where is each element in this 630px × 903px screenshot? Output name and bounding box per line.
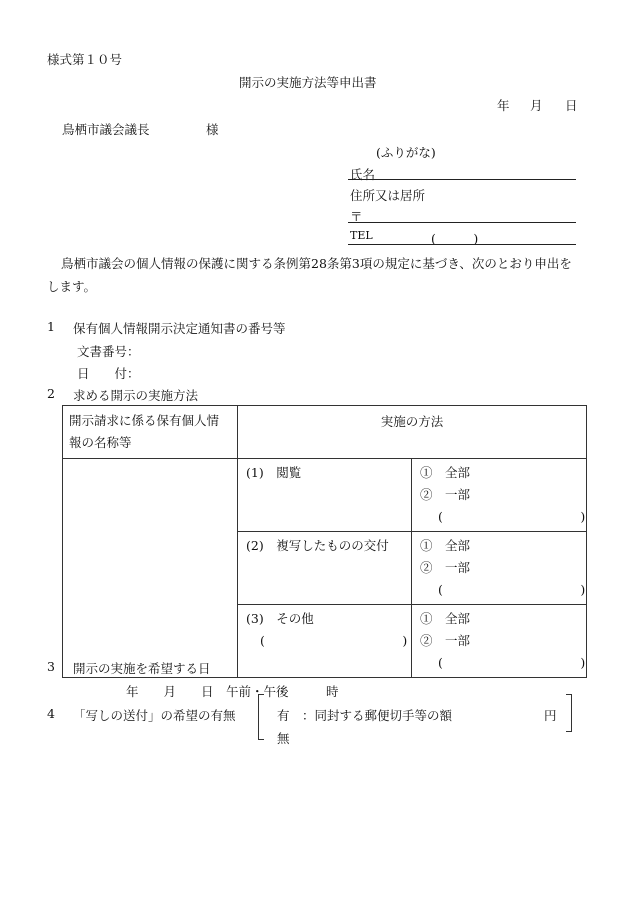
furigana-label: (ふりがな): [376, 145, 436, 160]
method-copy[interactable]: (2) 複写したものの交付: [238, 532, 412, 605]
section4-number: 4: [47, 706, 55, 721]
section1-title: 保有個人情報開示決定通知書の番号等: [73, 321, 286, 336]
date-day: 日: [565, 98, 578, 113]
method-other[interactable]: (3) その他 ( ): [238, 605, 412, 678]
disclosure-method-table: [62, 405, 587, 678]
preferred-date-line: 年 月 日 午前・午後 時: [126, 684, 339, 699]
address-label: 住所又は居所: [350, 188, 426, 203]
addressee-name: 鳥栖市議会議長: [62, 122, 150, 137]
notice-date-label: 日 付：: [77, 366, 140, 381]
form-number: 様式第１０号: [47, 52, 123, 67]
bracket-right: [566, 694, 572, 732]
bracket-left: [258, 694, 264, 740]
tel-underline: [348, 244, 576, 245]
method-copy-options[interactable]: ① 全部 ② 一部 ( ): [412, 532, 587, 605]
method-other-options[interactable]: ① 全部 ② 一部 ( ): [412, 605, 587, 678]
copy-no-option[interactable]: 無: [277, 731, 290, 746]
date-year: 年: [497, 98, 510, 113]
tel-paren: ( ): [431, 231, 479, 246]
date-month: 月: [530, 98, 543, 113]
intro-text: 鳥栖市議会の個人情報の保護に関する条例第28条第3項の規定に基づき、次のとおり申出をします。: [47, 256, 572, 294]
copy-yes-option[interactable]: 有 ：同封する郵便切手等の額: [277, 708, 453, 723]
postal-mark: 〒: [350, 209, 363, 224]
document-title: 開示の実施方法等申出書: [239, 75, 377, 90]
section2-title: 求める開示の実施方法: [73, 388, 199, 403]
document-number-label: 文書番号：: [77, 344, 140, 359]
section1-number: 1: [47, 319, 55, 334]
addressee-honorific: 様: [206, 122, 219, 137]
header-info-name: 開示請求に係る保有個人情報の名称等: [63, 406, 238, 459]
tel-label: TEL: [350, 229, 373, 242]
method-view[interactable]: (1) 閲覧: [238, 459, 412, 532]
section2-number: 2: [47, 386, 55, 401]
yen-unit: 円: [544, 708, 557, 723]
method-view-options[interactable]: ① 全部 ② 一部 ( ): [412, 459, 587, 532]
section3-number: 3: [47, 659, 55, 674]
section3-title: 開示の実施を希望する日: [73, 661, 211, 676]
name-label: 氏名: [350, 167, 376, 182]
section4-title: 「写しの送付」の希望の有無: [73, 708, 236, 723]
header-method: 実施の方法: [238, 406, 587, 459]
info-name-cell[interactable]: [63, 459, 238, 678]
address-underline: [348, 222, 576, 223]
name-underline: [348, 179, 576, 180]
